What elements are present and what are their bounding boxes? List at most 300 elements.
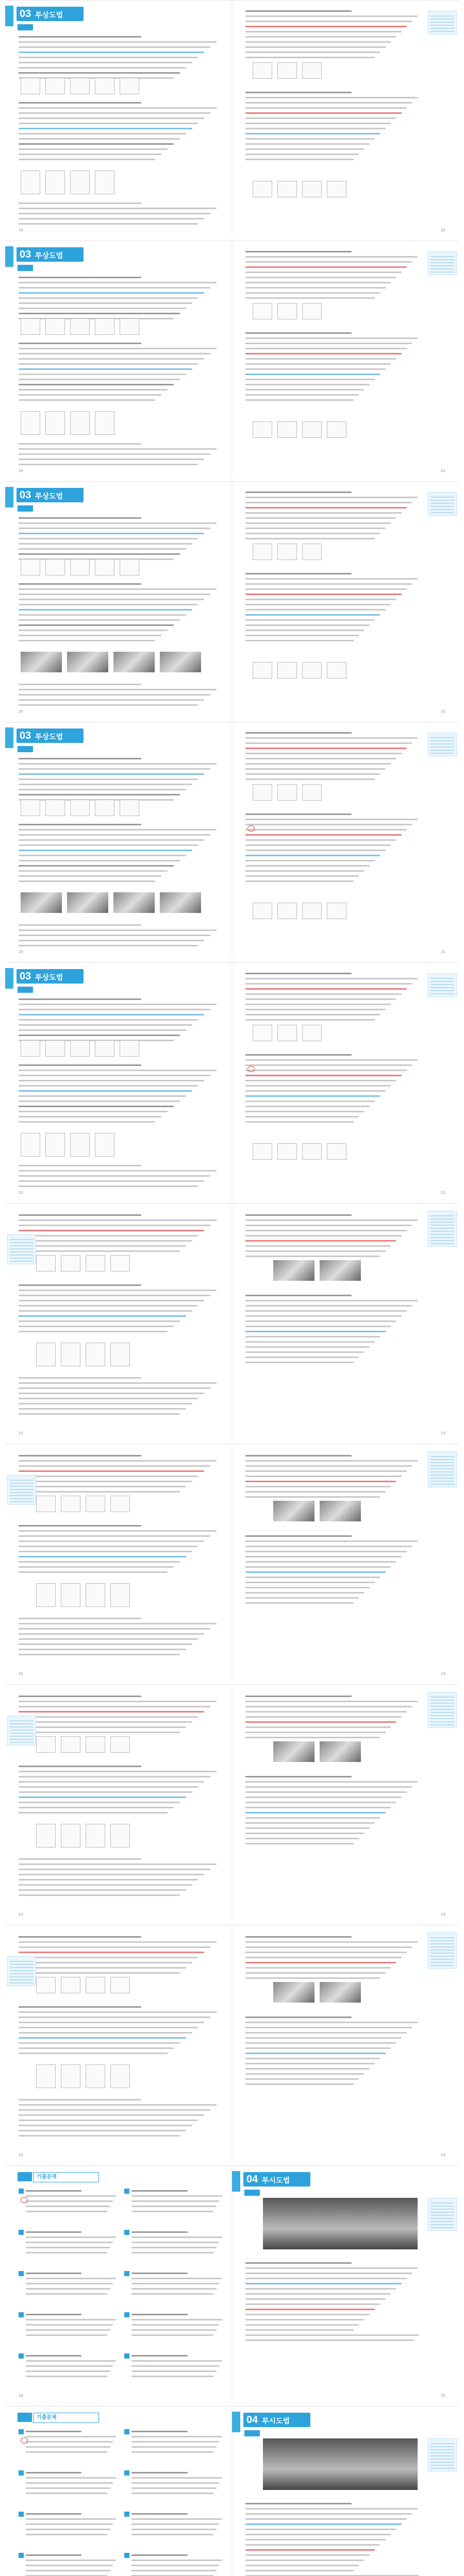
text-line (26, 2560, 116, 2561)
text-line (26, 2288, 110, 2290)
side-note-line (430, 1943, 454, 1944)
text-line (245, 1351, 364, 1353)
text-line (245, 2340, 414, 2341)
text-line (245, 1791, 407, 1793)
text-line (26, 2247, 110, 2248)
side-note-title (8, 1235, 36, 1237)
text-block (19, 1211, 223, 1256)
text-line (245, 1711, 407, 1713)
text-line (131, 2565, 219, 2566)
text-line (245, 1833, 364, 1834)
figure-row (273, 1501, 361, 1521)
page-number-right: 23 (441, 1672, 445, 1676)
text-line (19, 2099, 141, 2100)
figure (36, 1255, 56, 1272)
side-note-line (430, 1965, 454, 1966)
text-line (19, 1284, 141, 1286)
side-note-line (430, 1465, 454, 1466)
text-line (245, 844, 391, 846)
figure (36, 1736, 56, 1753)
text-block (19, 995, 223, 1045)
text-block (19, 921, 223, 950)
text-line (245, 2267, 418, 2269)
text-line (245, 1476, 402, 1477)
figure (95, 1040, 114, 1057)
side-note (7, 1475, 36, 1505)
figure (327, 903, 346, 919)
figure (61, 2064, 80, 2088)
figure (277, 544, 297, 560)
text-block (245, 2013, 423, 2089)
text-line (245, 1546, 412, 1547)
text-line (245, 875, 359, 877)
text-line (19, 213, 210, 214)
side-note-line (430, 2209, 454, 2210)
figure (273, 1982, 314, 2003)
text-line (131, 2231, 188, 2233)
text-line (245, 763, 391, 765)
text-line (19, 1219, 217, 1221)
text-line (245, 1797, 402, 1798)
text-block (26, 2551, 119, 2576)
text-line (19, 1403, 192, 1404)
text-line (19, 1235, 198, 1236)
figure (277, 784, 297, 801)
figure (95, 1133, 114, 1157)
figure (95, 559, 114, 575)
text-line (19, 1894, 180, 1896)
text-line (19, 2120, 198, 2121)
side-note (428, 1933, 457, 1969)
text-line (19, 635, 161, 636)
left-page (5, 482, 232, 717)
text-line (26, 2570, 110, 2571)
figure (45, 171, 65, 194)
text-line (245, 353, 402, 354)
question-number (124, 2553, 129, 2558)
side-note-line (430, 2462, 454, 2463)
chapter-heading (16, 728, 84, 743)
text-line (245, 865, 370, 867)
side-note-line (430, 15, 454, 16)
text-line (131, 2278, 222, 2279)
text-line (26, 2211, 107, 2212)
text-line (19, 1408, 186, 1410)
text-line (131, 2570, 217, 2571)
side-note-line (430, 993, 454, 994)
text-line (245, 1967, 391, 1969)
text-line (19, 159, 155, 160)
text-line (245, 1219, 418, 1221)
text-line (245, 1566, 391, 1568)
text-line (19, 1946, 210, 1948)
text-line (245, 2314, 370, 2315)
text-line (26, 2493, 107, 2494)
text-line (245, 41, 391, 43)
figure-row (253, 1143, 346, 1160)
side-note-line (10, 1258, 34, 1259)
text-line (19, 1525, 141, 1527)
text-block (26, 2310, 119, 2340)
text-line (131, 2211, 213, 2212)
page-number-right: 23 (441, 2153, 445, 2157)
text-line (19, 773, 204, 775)
figure (110, 1977, 130, 1993)
side-note-line (430, 268, 454, 269)
figure-row (253, 784, 322, 801)
text-line (245, 1116, 359, 1117)
text-line (245, 57, 375, 58)
text-line (19, 1290, 217, 1291)
text-line (19, 107, 217, 109)
red-circle-mark (21, 2197, 28, 2203)
text-line (26, 2518, 116, 2520)
text-block (19, 32, 223, 82)
page-spread (5, 1444, 459, 1679)
figure-row (36, 2064, 130, 2088)
figure-row (253, 662, 346, 679)
text-line (131, 2487, 217, 2489)
text-line (245, 2523, 402, 2525)
text-line (131, 2518, 222, 2520)
side-note-line (430, 262, 454, 263)
chapter-heading (16, 7, 84, 21)
text-line (19, 453, 210, 455)
text-line (19, 614, 186, 616)
question-number (124, 2353, 129, 2359)
text-line (131, 2293, 213, 2295)
text-line (19, 1064, 141, 1066)
text-line (245, 973, 352, 974)
side-note-line (10, 1242, 34, 1243)
text-line (245, 814, 352, 815)
figure (253, 1143, 272, 1160)
text-line (19, 704, 198, 706)
text-line (19, 277, 141, 278)
text-line (19, 924, 141, 926)
text-line (19, 379, 180, 380)
text-line (19, 1214, 141, 1216)
section-badge (244, 2190, 260, 2196)
text-line (19, 1035, 180, 1036)
text-line (19, 604, 198, 605)
page-spread (5, 481, 459, 716)
question-number (124, 2271, 129, 2276)
text-line (19, 1633, 204, 1635)
text-line (19, 940, 204, 941)
side-note-line (10, 1495, 34, 1496)
side-note-title (428, 11, 456, 13)
side-note-line (430, 497, 454, 498)
side-note-title (428, 1933, 456, 1935)
text-line (245, 1946, 412, 1948)
text-block (19, 580, 223, 645)
text-line (19, 829, 217, 831)
text-line (19, 1781, 204, 1783)
side-note-line (430, 1724, 454, 1725)
text-line (26, 2376, 107, 2377)
text-line (245, 2262, 352, 2264)
text-block (245, 7, 423, 62)
text-line (19, 282, 217, 283)
side-note-line (430, 1475, 454, 1476)
text-line (245, 1230, 407, 1231)
exam-heading (33, 2413, 99, 2423)
figure (253, 903, 272, 919)
text-line (19, 624, 174, 626)
side-note-line (430, 500, 454, 501)
page-spread (5, 2406, 459, 2576)
text-line (26, 2293, 107, 2295)
side-note-line (10, 1251, 34, 1252)
figure (45, 318, 65, 335)
text-line (131, 2195, 222, 2197)
text-line (245, 1838, 359, 1839)
figure (21, 411, 40, 435)
text-line (131, 2242, 219, 2243)
page-number-right: 23 (441, 1912, 445, 1917)
text-line (19, 1863, 217, 1865)
text-line (245, 1802, 396, 1803)
text-line (19, 1230, 204, 1231)
text-line (19, 2032, 192, 2033)
text-line (19, 1460, 217, 1462)
question-number (19, 2553, 24, 2558)
text-line (19, 824, 141, 825)
figure (61, 1977, 80, 1993)
text-line (245, 850, 386, 851)
text-line (131, 2314, 188, 2315)
text-line (245, 1315, 402, 1317)
figure (253, 62, 272, 79)
text-line (245, 2565, 359, 2566)
text-line (19, 839, 204, 841)
text-line (19, 46, 210, 48)
text-block (245, 488, 423, 543)
text-line (245, 1009, 386, 1010)
text-line (131, 2554, 188, 2556)
text-line (245, 1336, 380, 1337)
text-line (19, 1465, 210, 1467)
figure-row (21, 1040, 139, 1057)
text-line (245, 1214, 352, 1216)
side-note-line (430, 1950, 454, 1951)
page-number-left: 22 (19, 1431, 23, 1435)
text-line (19, 1957, 198, 1958)
text-line (26, 2236, 116, 2238)
side-note-title (428, 2198, 456, 2200)
text-line (245, 292, 380, 294)
text-line (19, 1561, 180, 1563)
text-line (19, 1165, 141, 1166)
side-note-line (430, 1721, 454, 1722)
text-line (19, 1889, 186, 1891)
text-line (19, 1320, 180, 1322)
text-line (26, 2431, 81, 2432)
figure (110, 1255, 130, 1272)
text-line (19, 302, 192, 304)
text-line (19, 1571, 168, 1573)
text-line (245, 1577, 380, 1578)
text-block (245, 1933, 423, 1982)
text-line (19, 67, 186, 69)
side-note-line (430, 1243, 454, 1244)
text-line (245, 522, 391, 524)
text-line (245, 517, 396, 519)
section-badge (18, 987, 33, 993)
text-line (19, 609, 192, 611)
figure (253, 181, 272, 197)
text-line (26, 2252, 107, 2253)
chapter-side-tab (232, 2171, 240, 2192)
text-line (19, 459, 204, 460)
side-note-line (10, 1964, 34, 1965)
text-line (19, 1398, 198, 1399)
side-note-line (430, 1471, 454, 1472)
text-line (245, 978, 418, 979)
figure (110, 1583, 130, 1607)
text-line (245, 128, 386, 129)
text-line (245, 1004, 391, 1005)
text-line (245, 1070, 407, 1071)
figure (36, 1343, 56, 1366)
side-note-line (430, 1718, 454, 1719)
text-line (19, 394, 161, 396)
text-line (26, 2370, 110, 2372)
text-line (245, 123, 391, 124)
text-line (19, 2006, 141, 2008)
text-block (245, 569, 423, 645)
text-line (245, 2073, 364, 2075)
right-page (232, 722, 459, 957)
page-number-right: 21 (441, 228, 445, 232)
figure-row (21, 652, 201, 672)
text-line (19, 2053, 168, 2054)
page-number-left: 20 (19, 950, 23, 954)
text-line (19, 1884, 192, 1886)
photo (263, 2438, 418, 2490)
text-line (19, 1393, 204, 1394)
figure (302, 181, 322, 197)
text-block (19, 339, 223, 404)
figure (277, 303, 297, 319)
page-spread (5, 2165, 459, 2400)
text-line (245, 1075, 402, 1076)
text-line (245, 1496, 380, 1498)
side-note-line (430, 2227, 454, 2228)
text-line (245, 2549, 375, 2551)
figure (277, 181, 297, 197)
text-block (19, 199, 223, 228)
page-number-right: 25 (441, 2394, 445, 2398)
text-line (19, 684, 141, 685)
text-line (19, 1551, 192, 1552)
figure-row (36, 1583, 130, 1607)
side-note (428, 2438, 457, 2471)
question-number (19, 2512, 24, 2517)
text-line (19, 1766, 141, 1767)
side-note-line (430, 1946, 454, 1947)
text-line (19, 133, 186, 134)
text-block (245, 1772, 423, 1848)
right-page (232, 1, 459, 235)
side-note (428, 1451, 457, 1487)
text-line (19, 148, 168, 150)
text-line (245, 839, 396, 841)
text-line (245, 1326, 391, 1327)
text-line (19, 594, 210, 595)
text-line (245, 2063, 375, 2064)
text-line (19, 1175, 210, 1177)
text-line (245, 2324, 359, 2326)
side-note-line (10, 1967, 34, 1968)
figure (160, 892, 201, 913)
text-block (131, 2468, 225, 2498)
side-note-line (430, 2221, 454, 2222)
text-line (245, 583, 412, 585)
side-note-line (10, 1245, 34, 1246)
side-note-line (430, 1937, 454, 1938)
text-line (245, 635, 359, 636)
page-spread (5, 962, 459, 1197)
text-block (131, 2228, 225, 2257)
figure (120, 1040, 139, 1057)
text-line (19, 202, 141, 204)
page-number-right: 21 (441, 469, 445, 473)
text-line (19, 443, 141, 445)
figure (320, 1982, 361, 2003)
left-page (5, 2166, 232, 2401)
text-line (19, 1225, 210, 1226)
chapter-number: 04 (246, 2414, 258, 2426)
text-line (26, 2360, 116, 2362)
text-line (19, 343, 141, 344)
text-line (26, 2529, 110, 2530)
text-line (245, 988, 407, 990)
figure (21, 559, 40, 575)
text-line (26, 2355, 81, 2357)
page-number-left: 22 (19, 1672, 23, 1676)
side-note-line (430, 259, 454, 260)
side-note-title (428, 493, 456, 495)
side-note-line (430, 750, 454, 751)
text-line (245, 1812, 386, 1814)
figure (253, 544, 272, 560)
figure (110, 1343, 130, 1366)
side-note-line (430, 2449, 454, 2450)
text-line (245, 1957, 402, 1958)
text-block (19, 98, 223, 164)
side-note-line (10, 1973, 34, 1974)
text-line (245, 2334, 419, 2336)
side-note-line (10, 1982, 34, 1984)
side-note-line (430, 1697, 454, 1698)
text-line (245, 2273, 412, 2274)
text-block (245, 728, 423, 784)
side-note-line (430, 1459, 454, 1460)
text-block (245, 1451, 423, 1501)
chapter-number: 03 (20, 971, 31, 982)
text-line (245, 1320, 396, 1322)
text-line (131, 2482, 219, 2484)
figure (70, 411, 90, 435)
text-line (245, 2027, 412, 2028)
side-note-line (430, 272, 454, 273)
figure (61, 1824, 80, 1848)
text-line (245, 2283, 402, 2284)
question-number (124, 2429, 129, 2434)
text-block (26, 2468, 119, 2498)
